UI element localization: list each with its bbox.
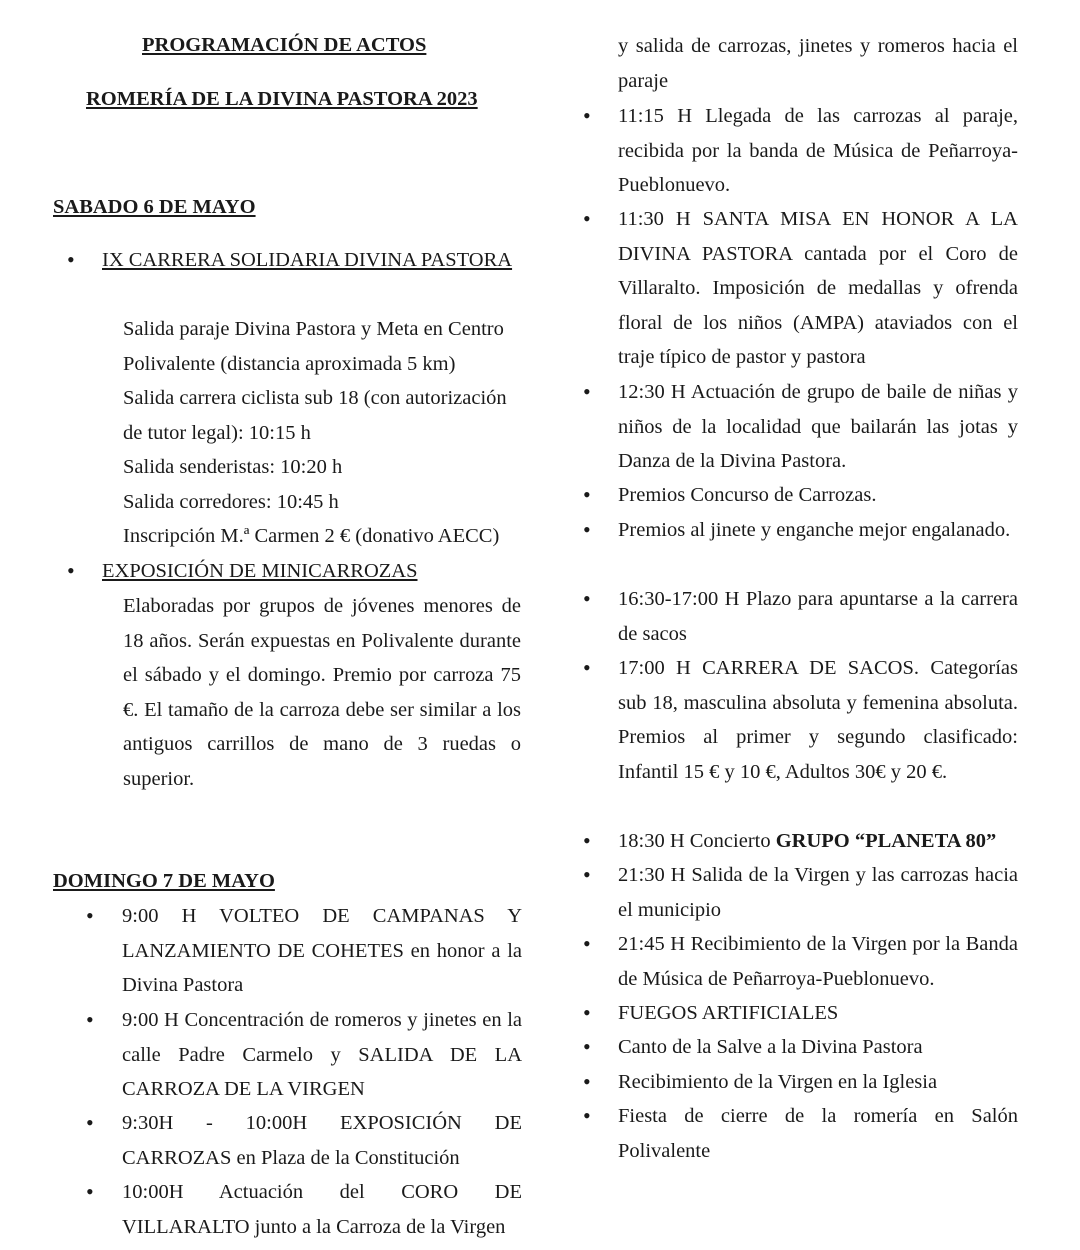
page-title: PROGRAMACIÓN DE ACTOS xyxy=(142,34,427,56)
sunday-item xyxy=(86,1003,522,1107)
race-detail-line: Salida corredores: 10:45 h xyxy=(123,490,339,513)
schedule-item xyxy=(583,99,1019,203)
bullet-icon: • xyxy=(86,1110,94,1135)
schedule-item xyxy=(583,858,1019,927)
schedule-item-text: 11:30 H SANTA MISA EN HONOR A LA DIVINA PASTORA cantada por el Coro de Villaralto. Imposición de medallas y ofrenda floral de los niños (AMPA) ataviados con el traje típico de pastor y pastora xyxy=(618,208,1018,368)
schedule-item xyxy=(583,375,1019,479)
race-detail-line: Salida paraje Divina Pastora y Meta en Centro xyxy=(123,318,504,340)
bullet-icon: • xyxy=(583,103,591,128)
sunday-item-text: 9:30H - 10:00H EXPOSICIÓN DE CARROZAS en Plaza de la Constitución xyxy=(122,1112,522,1169)
bullet-icon: • xyxy=(67,247,75,272)
schedule-item-text: 21:30 H Salida de la Virgen y las carrozas hacia el municipio xyxy=(618,864,1018,921)
schedule-item-text: 17:00 H CARRERA DE SACOS. Categorías sub 18, masculina absoluta y femenina absoluta. Premios al primer y segundo clasificado: Infantil 15 € y 10 €, Adultos 30€ y 20 €. xyxy=(618,657,1018,783)
sunday-heading: DOMINGO 7 DE MAYO xyxy=(53,870,275,892)
schedule-item xyxy=(583,478,1019,513)
bullet-icon: • xyxy=(583,862,591,887)
schedule-item-text: 21:45 H Recibimiento de la Virgen por la Banda de Música de Peñarroya-Pueblonuevo. xyxy=(618,933,1018,990)
concert-band-name: GRUPO “PLANETA 80” xyxy=(775,830,997,852)
schedule-item-text: Fiesta de cierre de la romería en Salón Polivalente xyxy=(618,1105,1018,1162)
race-detail-line: Salida carrera ciclista sub 18 (con autorización xyxy=(123,387,507,409)
bullet-icon: • xyxy=(583,379,591,404)
bullet-icon: • xyxy=(583,655,591,680)
bullet-icon: • xyxy=(583,1069,591,1094)
exhibition-item xyxy=(67,554,527,589)
sunday-item-text: 9:00 H VOLTEO DE CAMPANAS Y LANZAMIENTO DE COHETES en honor a la Divina Pastora xyxy=(122,905,522,996)
bullet-icon: • xyxy=(583,482,591,507)
race-item xyxy=(67,243,522,278)
saturday-heading: SABADO 6 DE MAYO xyxy=(53,196,256,218)
schedule-item xyxy=(583,582,1019,651)
schedule-item-text: 11:15 H Llegada de las carrozas al paraje, recibida por la banda de Música de Peñarroya-Pueblonuevo. xyxy=(618,105,1018,196)
bullet-icon: • xyxy=(86,1179,94,1204)
schedule-item-text: 16:30-17:00 H Plazo para apuntarse a la carrera de sacos xyxy=(618,588,1018,645)
race-details xyxy=(123,312,523,554)
schedule-item-text: Premios al jinete y enganche mejor engalanado. xyxy=(618,519,1011,541)
bullet-icon: • xyxy=(67,558,75,583)
schedule-item xyxy=(583,202,1019,375)
concert-prefix: 18:30 H Concierto xyxy=(618,830,771,852)
schedule-item xyxy=(583,513,1019,548)
schedule-item xyxy=(583,996,1019,1031)
schedule-item-text: Recibimiento de la Virgen en la Iglesia xyxy=(618,1071,938,1093)
bullet-icon: • xyxy=(86,903,94,928)
bullet-icon: • xyxy=(583,1000,591,1025)
schedule-item-text: Canto de la Salve a la Divina Pastora xyxy=(618,1036,923,1058)
sunday-item-text: 10:00H Actuación del CORO DE VILLARALTO junto a la Carroza de la Virgen xyxy=(122,1181,522,1238)
concert-item xyxy=(583,824,1019,859)
schedule-item-text: Premios Concurso de Carrozas. xyxy=(618,484,877,506)
sunday-item-text: 9:00 H Concentración de romeros y jinetes en la calle Padre Carmelo y SALIDA DE LA CARROZA DE LA VIRGEN xyxy=(122,1009,522,1100)
concert-text xyxy=(618,824,1019,859)
bullet-icon: • xyxy=(583,517,591,542)
bullet-icon: • xyxy=(583,931,591,956)
exhibition-text: Elaboradas por grupos de jóvenes menores de 18 años. Serán expuestas en Polivalente durante el sábado y el domingo. Premio por carroza 75 €. El tamaño de la carroza debe ser similar a los antiguos carrillos de mano de 3 ruedas o superior. xyxy=(123,595,521,790)
race-detail-line: de tutor legal): 10:15 h xyxy=(123,421,311,444)
schedule-item xyxy=(583,1030,1019,1065)
race-detail-line: Salida senderistas: 10:20 h xyxy=(123,456,343,478)
race-detail-line: Polivalente (distancia aproximada 5 km) xyxy=(123,352,456,375)
bullet-icon: • xyxy=(583,1103,591,1128)
schedule-item xyxy=(583,927,1019,996)
bullet-icon: • xyxy=(583,206,591,231)
schedule-item-text: 12:30 H Actuación de grupo de baile de niñas y niños de la localidad que bailarán las jotas y Danza de la Divina Pastora. xyxy=(618,381,1018,472)
schedule-item-text: FUEGOS ARTIFICIALES xyxy=(618,1002,839,1024)
bullet-icon: • xyxy=(583,586,591,611)
bullet-icon: • xyxy=(583,1034,591,1059)
page-subtitle: ROMERÍA DE LA DIVINA PASTORA 2023 xyxy=(86,88,478,110)
schedule-item xyxy=(583,1065,1019,1100)
exhibition-title: EXPOSICIÓN DE MINICARROZAS xyxy=(102,560,418,582)
race-detail-line: Inscripción M.ª Carmen 2 € (donativo AECC) xyxy=(123,525,500,547)
bullet-icon: • xyxy=(583,828,591,853)
sunday-item xyxy=(86,1106,522,1175)
continuation-text: y salida de carrozas, jinetes y romeros hacia el paraje xyxy=(618,35,1018,92)
bullet-icon: • xyxy=(86,1007,94,1032)
sunday-item xyxy=(86,1175,522,1244)
race-title: IX CARRERA SOLIDARIA DIVINA PASTORA xyxy=(102,249,513,271)
schedule-item xyxy=(583,1099,1019,1168)
sunday-item xyxy=(86,899,522,1003)
schedule-item xyxy=(583,651,1019,789)
